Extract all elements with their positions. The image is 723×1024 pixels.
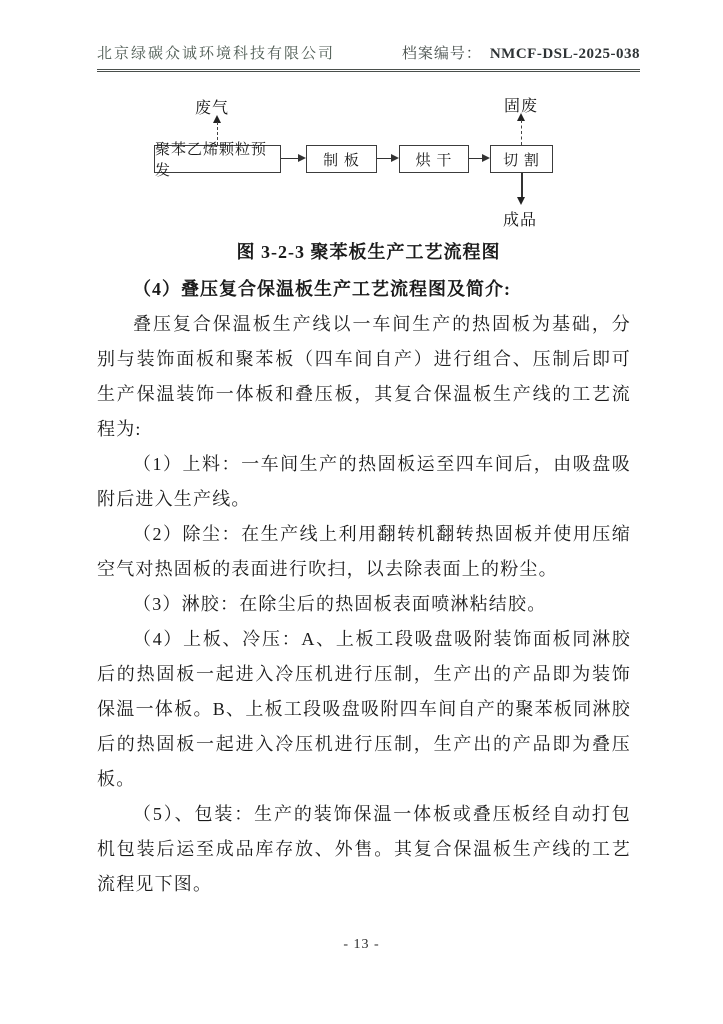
paragraph-step-5: （5）、包装：生产的装饰保温一体板或叠压板经自动打包机包装后运至成品库存放、外售。其复合保温板生产线的工艺流程见下图。 (97, 804, 631, 894)
page-header (97, 42, 640, 72)
body-text (97, 272, 631, 902)
solid-waste-label: 固废 (504, 98, 539, 115)
connector-arrowhead-icon (482, 154, 490, 162)
section-heading: （4）叠压复合保温板生产工艺流程图及简介: (133, 279, 511, 299)
paragraph-step-1: （1）上料：一车间生产的热固板运至四车间后，由吸盘吸附后进入生产线。 (97, 454, 631, 509)
figure-caption: 图 3-2-3 聚苯板生产工艺流程图 (236, 242, 501, 262)
archive-number: NMCF-DSL-2025-038 (489, 46, 640, 62)
flow-node-label: 烘 干 (415, 152, 453, 169)
flow-node-pre-expansion (154, 142, 281, 179)
product-label: 成品 (503, 212, 538, 229)
flow-node-label: 聚苯乙烯颗粒预发 (155, 142, 268, 179)
paragraph-intro: 叠压复合保温板生产线以一车间生产的热固板为基础，分别与装饰面板和聚苯板（四车间自产）进行组合、压制后即可生产保温装饰一体板和叠压板，其复合保温板生产线的工艺流程为: (97, 314, 631, 439)
flow-node-cutting (490, 145, 553, 173)
company-name: 北京绿碳众诚环境科技有限公司 (97, 46, 336, 62)
connector-arrowhead-icon (298, 154, 306, 162)
paragraph-step-3: （3）淋胶：在除尘后的热固板表面喷淋粘结胶。 (133, 594, 547, 614)
connector-line (377, 158, 392, 159)
paragraph-step-2: （2）除尘：在生产线上利用翻转机翻转热固板并使用压缩空气对热固板的表面进行吹扫，以去除表面上的粉尘。 (97, 524, 631, 579)
waste-gas-label: 废气 (195, 100, 230, 117)
product-line (521, 173, 523, 197)
flow-node-label: 制 板 (323, 152, 360, 169)
archive-label: 档案编号： (401, 46, 482, 62)
flow-node-drying (399, 145, 469, 173)
process-flowchart (97, 93, 642, 233)
flow-node-label: 切 割 (503, 152, 540, 169)
connector-line (469, 158, 483, 159)
product-arrowhead-icon (517, 197, 525, 205)
archive-field (402, 42, 640, 63)
solid-waste-dashed-line (521, 120, 522, 145)
paragraph-step-4: （4）上板、冷压：A、上板工段吸盘吸附装饰面板同淋胶后的热固板一起进入冷压机进行压制，生产出的产品即为装饰保温一体板。B、上板工段吸盘吸附四车间自产的聚苯板同淋胶后的热固板一起进入冷压机进行压制，生产出的产品即为叠压板。 (97, 629, 631, 789)
connector-line (281, 158, 299, 159)
flow-node-board-making (306, 145, 377, 173)
page-number: - 13 - (343, 937, 380, 952)
connector-arrowhead-icon (391, 154, 399, 162)
